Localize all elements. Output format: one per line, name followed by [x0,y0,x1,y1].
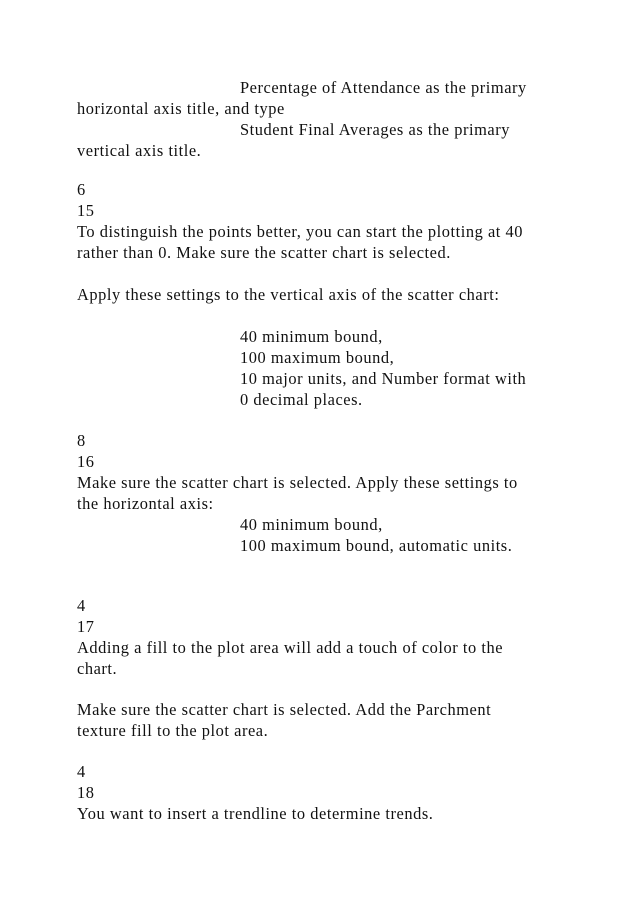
step-16-line-1: Make sure the scatter chart is selected. Apply these settings to [77,473,518,492]
step-15-line-1: To distinguish the points better, you can start the plotting at 40 [77,222,524,241]
step-17-line-3: Make sure the scatter chart is selected. Add the Parchment [77,700,492,719]
intro-line-1: Percentage of Attendance as the primary [240,78,527,97]
step-17-line-1: Adding a fill to the plot area will add a touch of color to the [77,638,504,657]
intro-line-4: vertical axis title. [77,141,202,160]
step-17-line-4: texture fill to the plot area. [77,721,269,740]
step-15-setting-3: 10 major units, and Number format with [240,369,527,388]
step-16-setting-1: 40 minimum bound, [240,515,383,534]
step-15-setting-1: 40 minimum bound, [240,327,383,346]
step-16-line-2: the horizontal axis: [77,494,214,513]
intro-line-3: Student Final Averages as the primary [240,120,510,139]
step-15-setting-2: 100 maximum bound, [240,348,395,367]
step-18-points: 4 [77,762,86,781]
step-15-number: 15 [77,201,95,220]
step-15-line-2: rather than 0. Make sure the scatter chart is selected. [77,243,451,262]
step-16-setting-2: 100 maximum bound, automatic units. [240,536,513,555]
step-17-number: 17 [77,617,95,636]
step-18-number: 18 [77,783,95,802]
step-17-points: 4 [77,596,86,615]
step-16-number: 16 [77,452,95,471]
step-15-setting-4: 0 decimal places. [240,390,363,409]
intro-line-2: horizontal axis title, and type [77,99,285,118]
step-16-points: 8 [77,431,86,450]
step-15-points: 6 [77,180,86,199]
step-18-line-1: You want to insert a trendline to determine trends. [77,804,434,823]
step-15-line-3: Apply these settings to the vertical axis of the scatter chart: [77,285,500,304]
step-17-line-2: chart. [77,659,118,678]
